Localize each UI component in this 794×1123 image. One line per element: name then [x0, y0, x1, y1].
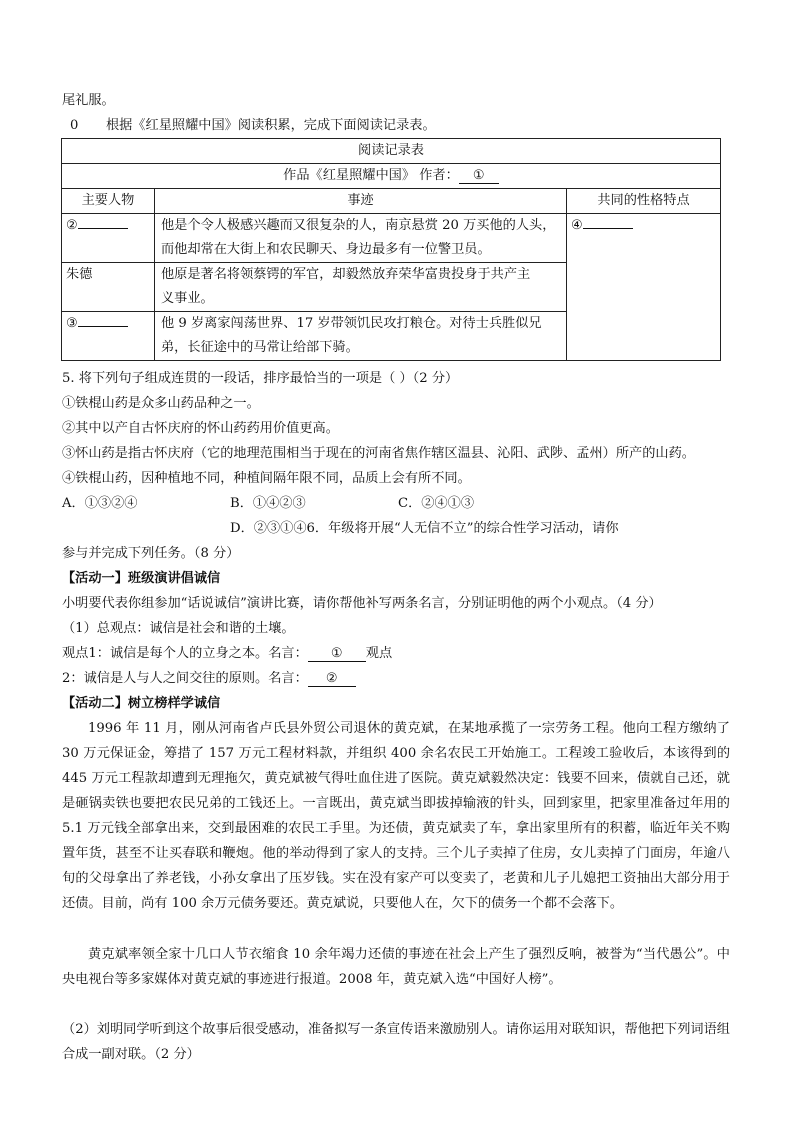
quote-blank-2: ② — [308, 672, 356, 687]
question-2: （2）刘明同学听到这个故事后很受感动，准备拟写一条宣传语来激励别人。请你运用对联知识，帮他把下列词语组合成一副对联。（2 分） — [62, 1022, 730, 1062]
question-4-number: 0 — [70, 118, 79, 133]
deeds-cell: 他 9 岁离家闯荡世界、17 岁带领饥民攻打粮仓。对待士兵胜似兄 弟，长征途中的马常让给部下骑。 — [155, 312, 567, 361]
option-b[interactable]: B．①④②③ — [230, 496, 306, 511]
story-paragraph-1: 1996 年 11 月，刚从河南省卢氏县外贸公司退休的黄克斌，在某地承揽了一宗劳务工程。他向工程方缴纳了 30 万元保证金，筹措了 157 万元工程材料款，并组织 400 余名农民工开始施工。工程竣工验收后，本该得到的 445 万元工程款却遭到无理拖欠，黄克斌被气得吐血住进了医院。黄克斌毅然决定：钱要不回来，债就自己还，就是砸锅卖铁也要把农民兄弟的工钱还上。一言既出，黄克斌当即拔掉输液的针头，回到家里，把家里准备过年用的 5.1 万元钱全部拿出来，交到最困难的农民工手里。为还债，黄克斌卖了车，拿出家里所有的积蓄，临近年关不购置年货，甚至不让买春联和鞭炮。他的举动得到了家人的支持。三个儿子卖掉了住房，女儿卖掉了门面房，年逾八旬的父母拿出了养老钱，小孙女拿出了压岁钱。实在没有家产可以变卖了，老黄和儿子儿媳把工资抽出大部分用于还债。目前，尚有 100 余万元债务要还。黄克斌说，只要他人在，欠下的债务一个都不会落下。 — [62, 721, 730, 911]
table-work-row — [62, 164, 721, 189]
header-person: 主要人物 — [62, 189, 155, 214]
deeds-cell: 他原是著名将领蔡锷的军官，却毅然放弃荣华富贵投身于共产主 义事业。 — [155, 263, 567, 312]
question-4 — [62, 117, 436, 135]
viewpoint-2: 2：诚信是人与人之间交往的原则。名言： ② — [62, 670, 356, 688]
sentence-3: ③怀山药是指古怀庆府（它的地理范围相当于现在的河南省焦作辖区温县、沁阳、武陟、孟州）所产的山药。 — [62, 446, 695, 461]
header-deeds: 事迹 — [155, 189, 567, 214]
continued-text: 尾礼服。 — [62, 93, 115, 108]
person-cell: ③ — [62, 312, 155, 361]
table-row — [62, 214, 721, 263]
reading-record-table — [61, 138, 721, 361]
story-paragraph-2: 黄克斌率领全家十几口人节衣缩食 10 余年竭力还债的事迹在社会上产生了强烈反响，被誉为“当代愚公”。中央电视台等多家媒体对黄克斌的事迹进行报道。2008 年，黄克斌入选“中国好人榜”。 — [62, 947, 730, 987]
deeds-cell: 他是个令人极感兴趣而又很复杂的人，南京悬赏 20 万买他的人头， 而他却常在大街上和农民聊天、身边最多有一位警卫员。 — [155, 214, 567, 263]
person-cell: ② — [62, 214, 155, 263]
question-6-stem: 6．年级将开展“人无信不立”的综合性学习活动，请你 — [306, 521, 619, 536]
trait-cell: ④ — [567, 214, 721, 361]
sentence-2: ②其中以产自古怀庆府的怀山药药用价值更高。 — [62, 421, 339, 436]
trait-blank — [583, 215, 633, 229]
quote-blank-1: ① — [308, 647, 366, 662]
options-row — [62, 495, 474, 513]
author-blank: ① — [459, 169, 499, 184]
person-blank — [78, 313, 128, 327]
sentence-4: ④铁棍山药，因种植地不同，种植间隔年限不同，品质上会有所不同。 — [62, 471, 471, 486]
option-d[interactable]: D．②③①④ — [230, 521, 307, 536]
question-5-stem: 5. 将下列句子组成连贯的一段话，排序最恰当的一项是（ ）（2 分） — [62, 371, 459, 386]
option-d-row — [230, 520, 619, 538]
overall-viewpoint: （1）总观点：诚信是社会和谐的土壤。 — [62, 621, 295, 636]
work-label: 作品《红星照耀中国》 作者： — [283, 168, 459, 183]
sentence-1: ①铁棍山药是众多山药品种之一。 — [62, 396, 260, 411]
activity-1-title: 【活动一】班级演讲倡诚信 — [62, 571, 221, 586]
header-trait: 共同的性格特点 — [567, 189, 721, 214]
viewpoint-1: 观点1：诚信是每个人的立身之本。名言： ① 观点 — [62, 646, 393, 661]
table-title: 阅读记录表 — [62, 139, 721, 164]
activity-2-title: 【活动二】树立榜样学诚信 — [62, 696, 221, 711]
option-a[interactable]: A．①③②④ — [62, 496, 138, 511]
person-blank — [78, 215, 128, 229]
question-6-continued: 参与并完成下列任务。（8 分） — [62, 546, 240, 561]
activity-1-intro: 小明要代表你组参加“话说诚信”演讲比赛，请你帮他补写两条名言，分别证明他的两个小观点。（4 分） — [62, 596, 662, 611]
person-cell: 朱德 — [62, 263, 155, 312]
option-c[interactable]: C．②④①③ — [398, 496, 475, 511]
question-4-text: 根据《红星照耀中国》阅读积累，完成下面阅读记录表。 — [106, 118, 436, 133]
